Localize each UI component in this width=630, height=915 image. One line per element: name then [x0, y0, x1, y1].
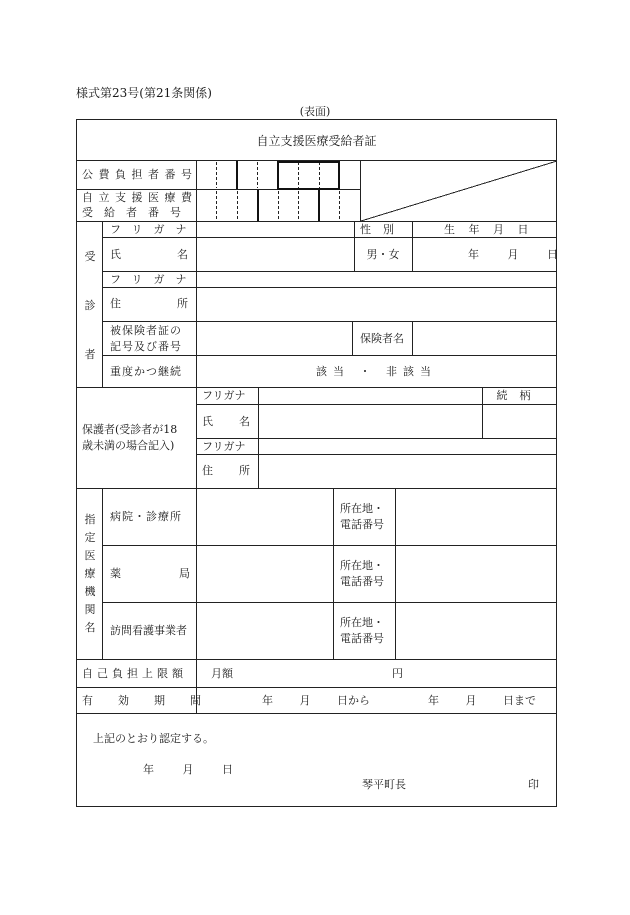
limit-monthly-label: 月額: [211, 667, 233, 680]
pharmacy-location-label-1: 所在地・: [340, 559, 384, 572]
guardian-name-label: 氏名: [202, 415, 276, 428]
patient-address-furigana-label: フリガナ: [110, 273, 198, 286]
severe-label: 重度かつ継続: [110, 365, 182, 378]
payer-prefecture-box: [278, 162, 339, 189]
payer-number-label-char: 号: [181, 168, 192, 181]
limit-yen-label: 円: [392, 667, 403, 680]
validity-to: 年 月 日まで: [428, 694, 536, 707]
certificate-title: 自立支援医療受給者証: [256, 134, 377, 148]
guardian-address-label: 住所: [202, 464, 276, 477]
side-label: (表面): [299, 105, 331, 118]
payer-number-label-char: 公: [82, 168, 93, 181]
guardian-furigana-label: フリガナ: [202, 389, 246, 402]
insurance-label-1: 被保険者証の: [110, 324, 182, 337]
patient-name-label: 氏名: [110, 248, 244, 261]
guardian-address-furigana-label: フリガナ: [202, 440, 246, 453]
nursing-location-label-1: 所在地・: [340, 616, 384, 629]
nursing-location-label-2: 電話番号: [340, 632, 384, 645]
recipient-label-1: 自立支援医療費: [82, 191, 198, 204]
insurance-label-2: 記号及び番号: [110, 340, 182, 353]
form-id: 様式第23号(第21条関係): [76, 86, 212, 100]
institutions-heading: 指 定 医 療 機 関 名: [84, 513, 96, 634]
patient-heading: 受 診 者: [84, 250, 96, 361]
certification-text: 上記のとおり認定する。: [93, 732, 214, 745]
patient-address-label: 住所: [110, 297, 244, 310]
insurer-label: 保険者名: [360, 332, 404, 345]
pharmacy-label: 薬局: [110, 567, 248, 580]
hospital-label: 病院・診療所: [110, 510, 182, 523]
diagonal-strike: [361, 161, 557, 221]
guardian-label-1: 保護者(受診者が18: [82, 423, 178, 436]
payer-number-label: [82, 169, 192, 180]
payer-number-label-char: 番: [164, 168, 176, 181]
dob-value: 年 月 日: [468, 248, 558, 261]
payer-number-digit-dividers: [217, 162, 320, 188]
guardian-label-2: 歳未満の場合記入): [82, 439, 175, 452]
payer-number-label-char: 負: [115, 168, 126, 181]
validity-label: 有効期間: [82, 694, 226, 707]
nursing-label: 訪問看護事業者: [110, 624, 187, 637]
dob-header: 生 年 月 日: [444, 223, 529, 236]
severe-value: 該当 ・ 非該当: [316, 365, 437, 378]
sex-value: 男・女: [366, 248, 400, 261]
patient-furigana-label: フリガナ: [110, 223, 198, 236]
sex-header: 性別: [360, 223, 406, 236]
limit-label: 自己負担上限額: [82, 667, 187, 680]
seal-mark: 印: [528, 778, 539, 791]
payer-number-label-char: 者: [148, 168, 159, 181]
hospital-location-label-1: 所在地・: [340, 502, 384, 515]
recipient-number-digit-dividers: [217, 191, 340, 220]
pharmacy-location-label-2: 電話番号: [340, 575, 384, 588]
guardian-relation-label: 続柄: [496, 389, 543, 402]
hospital-location-label-2: 電話番号: [340, 518, 384, 531]
mayor-label: 琴平町長: [362, 778, 406, 791]
payer-number-label-char: 費: [98, 168, 110, 181]
validity-from: 年 月 日から: [262, 694, 370, 707]
payer-number-label-char: 担: [131, 168, 143, 181]
recipient-label-2: 受給者番号: [82, 206, 192, 219]
certification-date: 年 月 日: [143, 763, 233, 776]
